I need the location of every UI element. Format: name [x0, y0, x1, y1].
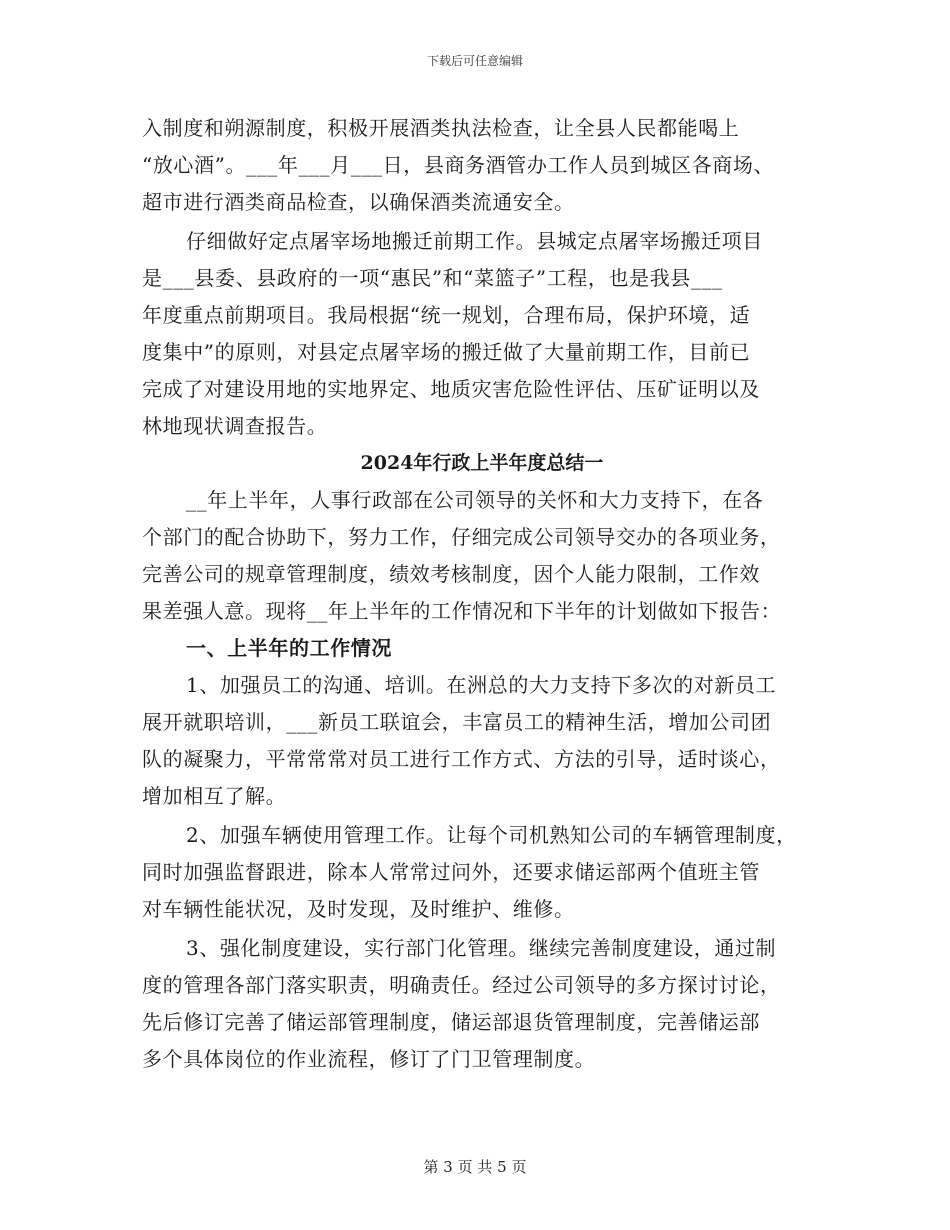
text-line: 对车辆性能状况，及时发现，及时维护、维修。: [142, 897, 575, 921]
text-line: 先后修订完善了储运部管理制度，储运部退货管理制度，完善储运部: [142, 1010, 760, 1034]
text-line: 同时加强监督跟进，除本人常常过问外，还要求储运部两个值班主管: [142, 860, 760, 884]
paragraph: [142, 930, 822, 1078]
text-line: 1、加强员工的沟通、培训。在洲总的大力支持下多次的对新员工: [186, 673, 777, 697]
text-line: 完成了对建设用地的实地界定、地质灾害危险性评估、压矿证明以及: [142, 377, 760, 401]
paragraph: [142, 817, 822, 928]
text-line: 多个具体岗位的作业流程，修订了门卫管理制度。: [142, 1047, 596, 1071]
text-line: 超市进行酒类商品检查，以确保酒类流通安全。: [142, 190, 575, 214]
subsection-heading: 一、上半年的工作情况: [186, 636, 392, 660]
text-line: 完善公司的规章管理制度，绩效考核制度，因个人能力限制，工作效: [142, 562, 760, 586]
text-line: 展开就职培训，___新员工联谊会，丰富员工的精神生活，增加公司团: [142, 710, 772, 734]
page-footer: 第 3 页 共 5 页: [423, 1158, 527, 1176]
page-header: 下载后可任意编辑: [426, 54, 523, 68]
text-line: 个部门的配合协助下，努力工作，仔细完成公司领导交办的各项业务，: [142, 525, 781, 549]
text-line: 度集中”的原则，对县定点屠宰场的搬迁做了大量前期工作，目前已: [142, 340, 751, 364]
text-line: 仔细做好定点屠宰场地搬迁前期工作。县城定点屠宰场搬迁项目: [186, 229, 763, 253]
paragraph: [142, 667, 822, 815]
document-body: [142, 110, 822, 1078]
text-line: 2、加强车辆使用管理工作。让每个司机熟知公司的车辆管理制度，: [186, 823, 797, 847]
text-line: 入制度和朔源制度，积极开展酒类执法检查，让全县人民都能喝上: [142, 116, 740, 140]
text-line: 增加相互了解。: [142, 784, 287, 808]
text-line: “放心酒”。___年___月___日，县商务酒管办工作人员到城区各商场、: [142, 153, 775, 177]
text-line: 度的管理各部门落实职责，明确责任。经过公司领导的多方探讨讨论，: [142, 973, 781, 997]
text-line: 林地现状调查报告。: [142, 414, 328, 438]
text-line: 是___县委、县政府的一项“惠民”和“菜篮子”工程，也是我县___: [142, 266, 723, 290]
paragraph: [142, 223, 822, 445]
text-line: 3、强化制度建设，实行部门化管理。继续完善制度建设，通过制: [186, 936, 777, 960]
text-line: 果差强人意。现将__年上半年的工作情况和下半年的计划做如下报告：: [142, 599, 782, 623]
paragraph: [142, 482, 822, 630]
paragraph: [142, 110, 822, 221]
text-line: 年度重点前期项目。我局根据“统一规划，合理布局，保护环境，适: [142, 303, 751, 327]
text-line: 队的凝聚力，平常常常对员工进行工作方式、方法的引导，适时谈心，: [142, 747, 781, 771]
text-line: __年上半年，人事行政部在公司领导的关怀和大力支持下，在各: [186, 488, 764, 512]
section-title: 2024年行政上半年度总结一: [360, 452, 604, 474]
